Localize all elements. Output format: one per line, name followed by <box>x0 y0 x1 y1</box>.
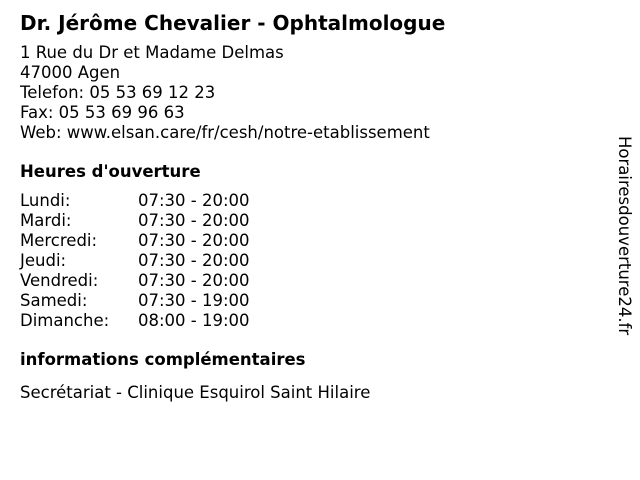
hours-row-lundi <box>20 191 600 211</box>
day-label: Jeudi: <box>20 251 67 270</box>
hours-row-vendredi <box>20 271 600 291</box>
additional-info-heading: informations complémentaires <box>20 350 306 369</box>
hours-row-jeudi <box>20 251 600 271</box>
fax-line: Fax: 05 53 69 96 63 <box>20 103 185 122</box>
page-title: Dr. Jérôme Chevalier - Ophtalmologue <box>20 11 446 35</box>
site-watermark: Horairesdouverture24.fr <box>615 136 634 336</box>
address-street: 1 Rue du Dr et Madame Delmas <box>20 43 284 62</box>
day-label: Lundi: <box>20 191 71 210</box>
phone-line: Telefon: 05 53 69 12 23 <box>20 83 216 102</box>
hours-row-samedi <box>20 291 600 311</box>
hours-row-dimanche <box>20 311 600 331</box>
opening-hours-heading: Heures d'ouverture <box>20 162 201 181</box>
hours-row-mercredi <box>20 231 600 251</box>
hours-row-mardi <box>20 211 600 231</box>
time-range: 08:00 - 19:00 <box>138 311 250 330</box>
time-range: 07:30 - 20:00 <box>138 191 250 210</box>
opening-hours-table <box>20 191 600 331</box>
address-city: 47000 Agen <box>20 63 121 82</box>
day-label: Dimanche: <box>20 311 110 330</box>
day-label: Mercredi: <box>20 231 98 250</box>
day-label: Mardi: <box>20 211 72 230</box>
time-range: 07:30 - 20:00 <box>138 251 250 270</box>
document-body <box>20 10 600 403</box>
website-line: Web: www.elsan.care/fr/cesh/notre-etablissement <box>20 123 430 142</box>
day-label: Vendredi: <box>20 271 99 290</box>
time-range: 07:30 - 19:00 <box>138 291 250 310</box>
time-range: 07:30 - 20:00 <box>138 271 250 290</box>
day-label: Samedi: <box>20 291 88 310</box>
time-range: 07:30 - 20:00 <box>138 231 250 250</box>
additional-info-text: Secrétariat - Clinique Esquirol Saint Hilaire <box>20 383 371 402</box>
time-range: 07:30 - 20:00 <box>138 211 250 230</box>
address-block <box>20 43 600 143</box>
